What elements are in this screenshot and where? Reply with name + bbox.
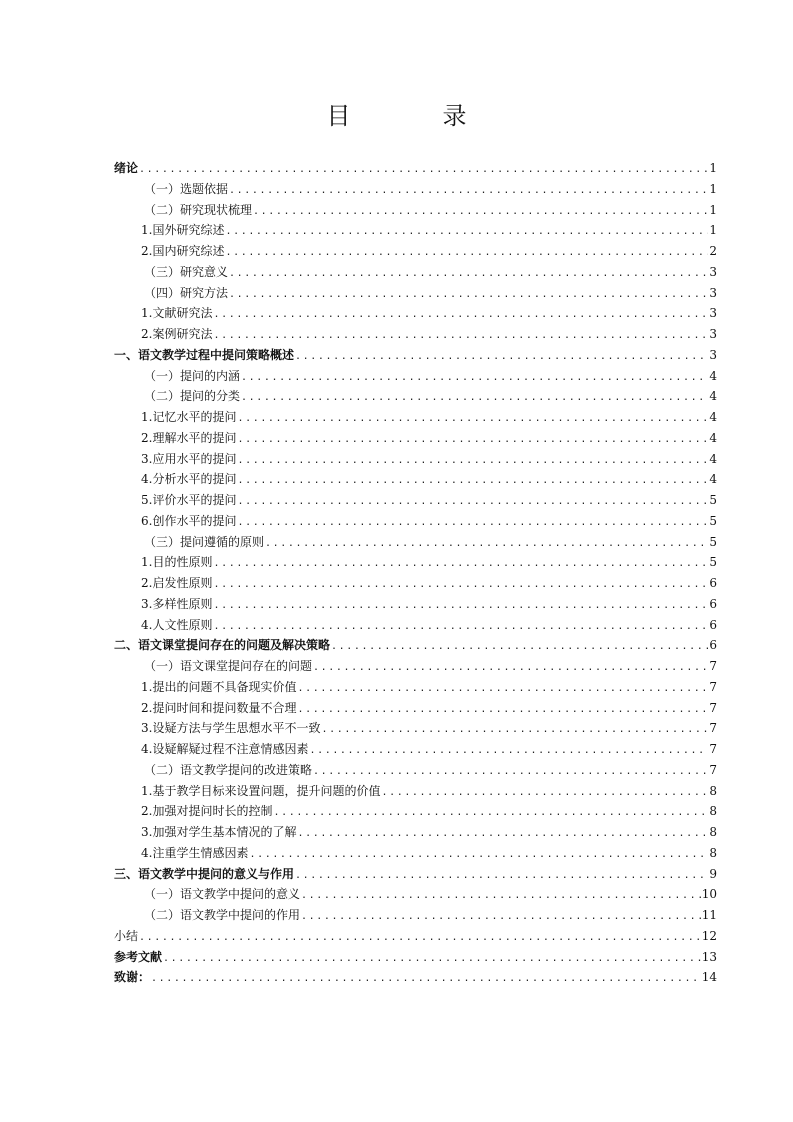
- toc-dot-leader: [163, 949, 701, 968]
- toc-entry-label: （一）语文教学中提问的意义: [144, 887, 301, 902]
- toc-entry-label: 6.创作水平的提问: [141, 513, 237, 528]
- toc-entry[interactable]: [114, 490, 717, 511]
- toc-entry[interactable]: [114, 573, 717, 594]
- toc-dot-leader: [297, 700, 708, 719]
- toc-entry-page-number: 7: [709, 659, 717, 673]
- toc-entry[interactable]: [114, 262, 717, 283]
- toc-entry-page-number: 7: [709, 762, 717, 777]
- toc-entry-page-number: 6: [709, 576, 717, 590]
- toc-entry-page-number: 7: [709, 700, 717, 715]
- toc-entry-label: （二）语文教学提问的改进策略: [144, 762, 313, 777]
- toc-dot-leader: [139, 160, 708, 179]
- page-title: 目 录: [326, 102, 501, 130]
- toc-entry-label: 绪论: [114, 161, 139, 175]
- toc-entry-label: 1.提出的问题不具备现实价值: [141, 679, 297, 694]
- toc-entry-page-number: 7: [709, 721, 717, 736]
- toc-dot-leader: [237, 430, 708, 449]
- toc-entry[interactable]: [114, 781, 717, 802]
- toc-dot-leader: [295, 866, 708, 885]
- toc-dot-leader: [313, 658, 708, 677]
- toc-entry[interactable]: [114, 864, 717, 885]
- toc-entry-label: 4.分析水平的提问: [141, 472, 237, 487]
- toc-entry-page-number: 7: [709, 679, 717, 694]
- toc-dot-leader: [213, 554, 708, 573]
- toc-dot-leader: [301, 886, 701, 905]
- toc-dot-leader: [241, 368, 708, 387]
- toc-entry[interactable]: [114, 760, 717, 781]
- toc-entry-page-number: 1: [709, 223, 717, 238]
- toc-entry[interactable]: [114, 469, 717, 490]
- toc-entry-label: （一）提问的内涵: [144, 368, 241, 383]
- toc-dot-leader: [301, 907, 701, 926]
- toc-entry[interactable]: [114, 407, 717, 428]
- toc-entry[interactable]: [114, 884, 717, 905]
- toc-dot-leader: [295, 347, 708, 366]
- toc-entry-page-number: 5: [709, 534, 717, 549]
- toc-entry[interactable]: [114, 947, 717, 968]
- toc-entry-page-number: 7: [709, 742, 717, 756]
- toc-entry-page-number: 1: [709, 181, 717, 196]
- toc-entry-page-number: 3: [709, 347, 717, 362]
- toc-entry[interactable]: [114, 615, 717, 636]
- toc-entry-label: （二）语文教学中提问的作用: [144, 908, 301, 922]
- toc-entry[interactable]: [114, 552, 717, 573]
- toc-entry-label: 1.基于教学目标来设置问题，提升问题的价值: [141, 783, 381, 798]
- toc-entry[interactable]: [114, 345, 717, 366]
- toc-entry[interactable]: [114, 449, 717, 470]
- toc-dot-leader: [213, 596, 708, 615]
- toc-entry-label: 1.文献研究法: [141, 306, 213, 321]
- toc-entry-page-number: 4: [709, 368, 717, 383]
- toc-entry[interactable]: [114, 635, 717, 656]
- toc-entry-label: 参考文献: [114, 949, 163, 964]
- toc-dot-leader: [229, 181, 708, 200]
- toc-entry[interactable]: [114, 718, 717, 739]
- toc-entry-page-number: 3: [709, 327, 717, 341]
- toc-dot-leader: [241, 388, 708, 407]
- toc-entry-page-number: 4: [709, 389, 717, 404]
- toc-entry[interactable]: [114, 801, 717, 822]
- toc-dot-leader: [313, 762, 708, 781]
- toc-entry-page-number: 4: [709, 472, 717, 487]
- toc-dot-leader: [381, 783, 708, 802]
- toc-dot-leader: [213, 617, 708, 636]
- toc-dot-leader: [331, 637, 708, 656]
- toc-entry-label: 1.国外研究综述: [141, 223, 225, 238]
- toc-entry-label: （一）语文课堂提问存在的问题: [144, 659, 313, 673]
- toc-dot-leader: [265, 534, 708, 553]
- toc-dot-leader: [237, 492, 708, 511]
- table-of-contents: [114, 158, 717, 988]
- toc-entry-label: 3.设疑方法与学生思想水平不一致: [141, 721, 321, 736]
- toc-entry-page-number: 10: [701, 887, 717, 902]
- toc-entry-page-number: 1: [709, 161, 717, 175]
- toc-entry-page-number: 2: [709, 244, 717, 258]
- toc-dot-leader: [151, 969, 701, 988]
- toc-dot-leader: [297, 679, 708, 698]
- toc-entry-page-number: 6: [709, 617, 717, 632]
- toc-entry-label: 3.多样性原则: [141, 596, 213, 611]
- toc-entry-label: 1.目的性原则: [141, 555, 213, 570]
- toc-entry-page-number: 3: [709, 285, 717, 300]
- toc-entry-page-number: 13: [701, 949, 717, 964]
- toc-entry-page-number: 8: [709, 845, 717, 860]
- toc-entry[interactable]: [114, 967, 717, 988]
- toc-entry[interactable]: [114, 739, 717, 760]
- toc-entry-label: 2.理解水平的提问: [141, 430, 237, 445]
- toc-entry-label: 3.应用水平的提问: [141, 451, 237, 466]
- toc-entry-label: 4.注重学生情感因素: [141, 845, 249, 860]
- toc-entry-page-number: 12: [701, 928, 717, 943]
- toc-dot-leader: [297, 824, 708, 843]
- toc-entry[interactable]: [114, 158, 717, 179]
- toc-entry-label: 4.设疑解疑过程不注意情感因素: [141, 742, 309, 756]
- toc-entry-label: 3.加强对学生基本情况的了解: [141, 825, 297, 839]
- toc-entry-label: （三）提问遵循的原则: [144, 534, 265, 549]
- toc-dot-leader: [249, 845, 708, 864]
- toc-entry-page-number: 14: [701, 970, 717, 985]
- toc-entry[interactable]: [114, 200, 717, 221]
- toc-entry-page-number: 9: [709, 866, 717, 881]
- toc-entry[interactable]: [114, 366, 717, 387]
- toc-entry-page-number: 6: [709, 596, 717, 611]
- toc-dot-leader: [213, 305, 708, 324]
- toc-entry-page-number: 4: [709, 430, 717, 445]
- toc-dot-leader: [237, 409, 708, 428]
- toc-entry[interactable]: [114, 594, 717, 615]
- toc-entry-page-number: 4: [709, 410, 717, 424]
- toc-entry-label: 2.提问时间和提问数量不合理: [141, 700, 297, 715]
- toc-entry-page-number: 11: [701, 908, 717, 922]
- toc-entry-page-number: 1: [709, 202, 717, 217]
- toc-entry[interactable]: [114, 677, 717, 698]
- toc-entry-label: 二、语文课堂提问存在的问题及解决策略: [114, 638, 331, 653]
- toc-entry-page-number: 6: [709, 638, 717, 653]
- toc-entry[interactable]: [114, 179, 717, 200]
- toc-entry-page-number: 8: [709, 804, 717, 819]
- toc-dot-leader: [225, 243, 708, 262]
- toc-dot-leader: [237, 451, 708, 470]
- toc-dot-leader: [225, 222, 708, 241]
- toc-entry-label: （三）研究意义: [144, 264, 229, 279]
- toc-dot-leader: [237, 513, 708, 532]
- toc-dot-leader: [321, 720, 708, 739]
- toc-entry-page-number: 5: [709, 493, 717, 507]
- toc-dot-leader: [139, 928, 701, 947]
- toc-entry-label: 小结: [114, 928, 139, 943]
- toc-entry-label: 三、语文教学中提问的意义与作用: [114, 866, 295, 881]
- toc-entry[interactable]: [114, 656, 717, 677]
- toc-entry-label: 4.人文性原则: [141, 617, 213, 632]
- toc-entry-label: （二）研究现状梳理: [144, 202, 253, 217]
- toc-entry[interactable]: [114, 241, 717, 262]
- toc-entry-label: （二）提问的分类: [144, 389, 241, 404]
- toc-entry-label: （一）选题依据: [144, 181, 229, 196]
- toc-entry[interactable]: [114, 428, 717, 449]
- toc-dot-leader: [253, 202, 708, 221]
- toc-entry-label: （四）研究方法: [144, 285, 229, 300]
- toc-entry[interactable]: [114, 843, 717, 864]
- toc-entry[interactable]: [114, 822, 717, 843]
- toc-entry-label: 致谢：: [114, 970, 151, 985]
- toc-entry-label: 1.记忆水平的提问: [141, 410, 237, 424]
- toc-dot-leader: [229, 285, 708, 304]
- toc-entry-label: 2.加强对提问时长的控制: [141, 804, 273, 819]
- toc-entry-page-number: 4: [709, 451, 717, 466]
- toc-entry-page-number: 3: [709, 264, 717, 279]
- toc-entry-label: 一、语文教学过程中提问策略概述: [114, 347, 295, 362]
- toc-entry[interactable]: [114, 220, 717, 241]
- toc-entry[interactable]: [114, 324, 717, 345]
- toc-dot-leader: [213, 575, 708, 594]
- toc-dot-leader: [273, 803, 708, 822]
- toc-entry[interactable]: [114, 532, 717, 553]
- toc-entry-page-number: 8: [709, 783, 717, 798]
- toc-entry[interactable]: [114, 283, 717, 304]
- toc-dot-leader: [213, 326, 708, 345]
- toc-entry-page-number: 8: [709, 825, 717, 839]
- toc-dot-leader: [229, 264, 708, 283]
- toc-entry[interactable]: [114, 386, 717, 407]
- toc-entry-page-number: 5: [709, 555, 717, 570]
- toc-entry[interactable]: [114, 511, 717, 532]
- toc-entry[interactable]: [114, 905, 717, 926]
- toc-entry-label: 2.国内研究综述: [141, 244, 225, 258]
- toc-entry-label: 5.评价水平的提问: [141, 493, 237, 507]
- toc-dot-leader: [309, 741, 708, 760]
- toc-entry-label: 2.启发性原则: [141, 576, 213, 590]
- toc-entry[interactable]: [114, 698, 717, 719]
- toc-entry[interactable]: [114, 303, 717, 324]
- toc-entry[interactable]: [114, 926, 717, 947]
- toc-entry-page-number: 5: [709, 513, 717, 528]
- toc-dot-leader: [237, 471, 708, 490]
- toc-entry-label: 2.案例研究法: [141, 327, 213, 341]
- toc-entry-page-number: 3: [709, 306, 717, 321]
